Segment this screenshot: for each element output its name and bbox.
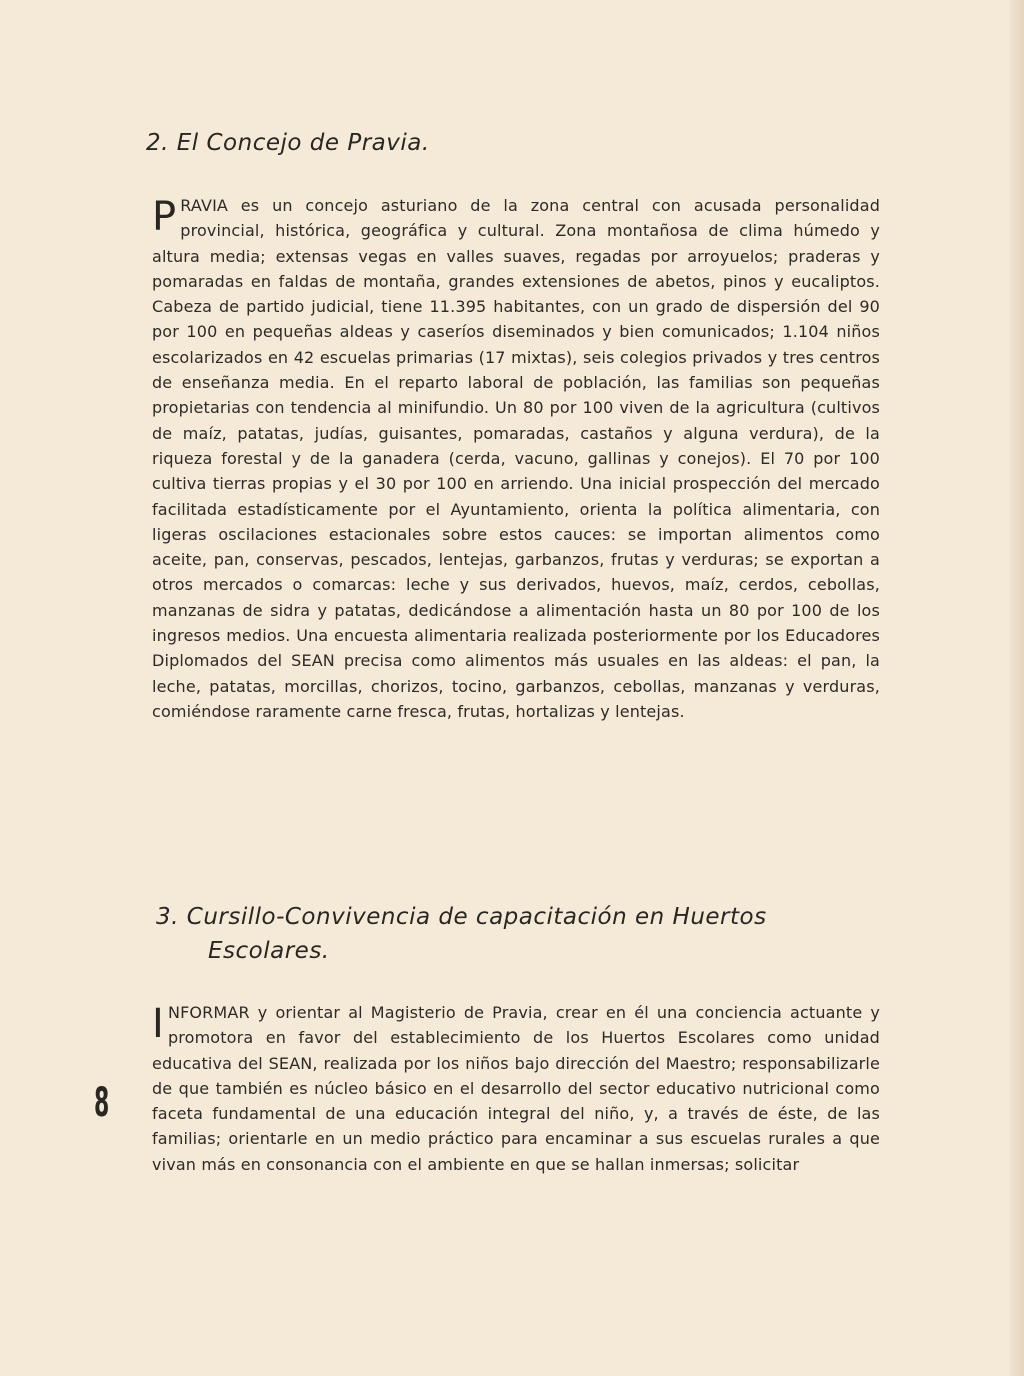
section-2-heading: 2. El Concejo de Pravia. xyxy=(146,130,430,156)
page-number: 8 xyxy=(94,1080,110,1126)
section-2-dropcap: P xyxy=(152,194,177,240)
section-3-heading-line-1: 3. Cursillo-Convivencia de capacitación en Huertos xyxy=(156,904,767,930)
section-3-paragraph xyxy=(152,1000,880,1177)
section-2-body: RAVIA es un concejo asturiano de la zona central con acusada personalidad provincial, histórica, geográfica y cultural. Zona montañosa de clima húmedo y altura media; extensas vegas en valles suaves, regadas por arroyuelos; praderas y pomaradas en faldas de montaña, grandes extensiones de abetos, pinos y eucaliptos. Cabeza de partido judicial, tiene 11.395 habitantes, con un grado de dispersión del 90 por 100 en pequeñas aldeas y caseríos diseminados y bien comunicados; 1.104 niños escolarizados en 42 escuelas primarias (17 mixtas), seis colegios privados y tres centros de enseñanza media. En el reparto laboral de población, las familias son pequeñas propietarias con tendencia al minifundio. Un 80 por 100 viven de la agricultura (cultivos de maíz, patatas, judías, guisantes, pomaradas, castaños y alguna verdura), de la riqueza forestal y de la ganadera (cerda, vacuno, gallinas y conejos). El 70 por 100 cultiva tierras propias y el 30 por 100 en arriendo. Una inicial prospección del mercado facilitada estadísticamente por el Ayuntamiento, orienta la política alimentaria, con ligeras oscilaciones estacionales sobre estos cauces: se importan alimentos como aceite, pan, conservas, pescados, lentejas, garbanzos, frutas y verduras; se exportan a otros mercados o comarcas: leche y sus derivados, huevos, maíz, cerdos, cebollas, manzanas de sidra y patatas, dedicándose a alimentación hasta un 80 por 100 de los ingresos medios. Una encuesta alimentaria realizada posteriormente por los Educadores Diplomados del SEAN precisa como alimentos más usuales en las aldeas: el pan, la leche, patatas, morcillas, chorizos, tocino, garbanzos, cebollas, manzanas y verduras, comiéndose raramente carne fresca, frutas, hortalizas y lentejas. xyxy=(152,196,880,721)
section-3-heading-line-2: Escolares. xyxy=(208,938,330,964)
section-3-dropcap: I xyxy=(152,1001,164,1047)
section-2-paragraph xyxy=(152,193,880,724)
section-3-heading xyxy=(156,900,896,968)
section-3-body: NFORMAR y orientar al Magisterio de Pravia, crear en él una conciencia actuante y promotora en favor del establecimiento de los Huertos Escolares como unidad educativa del SEAN, realizada por los niños bajo dirección del Maestro; responsabilizarle de que también es núcleo básico en el desarrollo del sector educativo nutricional como faceta fundamental de una educación integral del niño, y, a través de éste, de las familias; orientarle en un medio práctico para encaminar a sus escuelas rurales a que vivan más en consonancia con el ambiente en que se hallan inmersas; solicitar xyxy=(152,1003,880,1174)
page-edge xyxy=(1010,0,1024,1376)
